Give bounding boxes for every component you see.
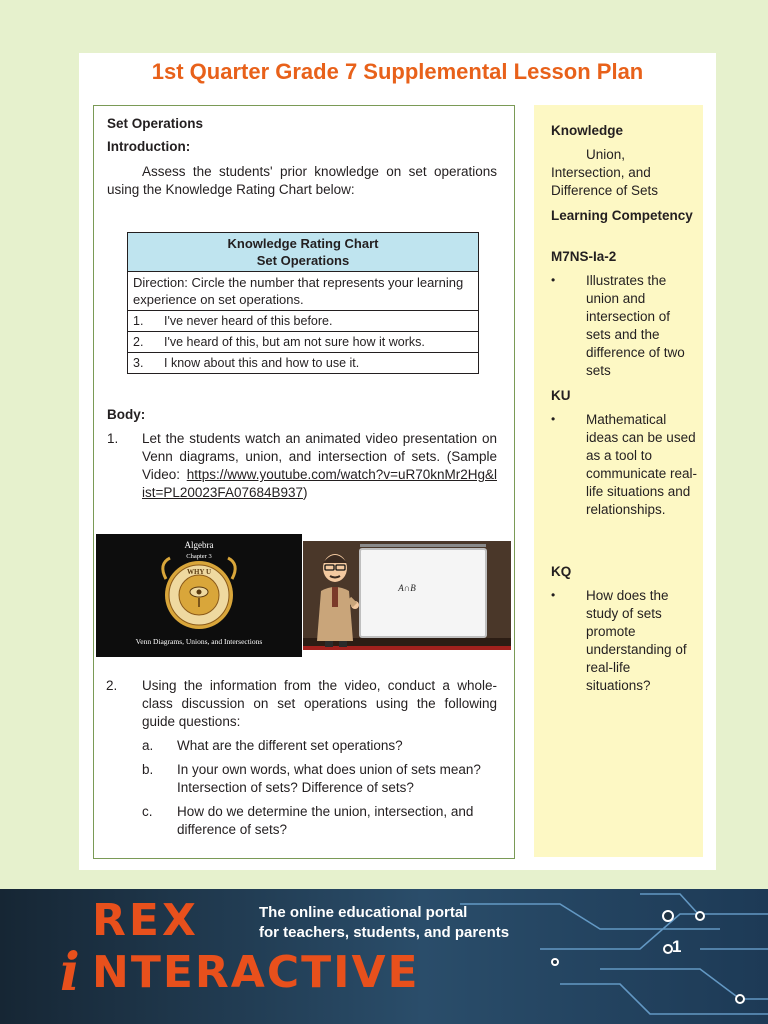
ku-bullet-text: Mathematical ideas can be used as a tool to communicate real-life situations and relationships.	[586, 412, 698, 517]
chart-row	[128, 311, 478, 332]
chart-title: Knowledge Rating Chart	[227, 236, 379, 251]
chart-row-number: 2.	[133, 335, 144, 349]
chart-row-text: I've never heard of this before.	[164, 314, 333, 328]
seal-icon	[163, 558, 235, 629]
chart-row	[128, 353, 478, 373]
logo-interactive: NTERACTIVE	[92, 947, 420, 998]
question-text: What are the different set operations?	[177, 738, 403, 753]
competency-sidebar	[534, 105, 703, 857]
intro-text: Assess the students' prior knowledge on set operations using the Knowledge Rating Chart below:	[107, 164, 497, 197]
question-label: a.	[142, 738, 154, 753]
question-text: In your own words, what does union of sets mean? Intersection of sets? Difference of sets?	[177, 762, 481, 795]
competency-bullet-text: Illustrates the union and intersection of sets and the difference of two sets	[586, 273, 685, 378]
kq-bullet-text: How does the study of sets promote understanding of real-life situations?	[586, 588, 687, 693]
tagline-line2: for teachers, students, and parents	[259, 924, 510, 941]
competency-code: M7NS-Ia-2	[551, 249, 617, 264]
item-number: 1.	[107, 431, 119, 446]
item-number: 2.	[106, 678, 118, 693]
page-title: 1st Quarter Grade 7 Supplemental Lesson Plan	[151, 59, 644, 84]
video-line1: Algebra	[184, 540, 214, 550]
video-line2: Chapter 3	[186, 553, 212, 560]
body-label: Body:	[107, 407, 146, 422]
bullet-icon: •	[551, 588, 556, 602]
question-label: b.	[142, 762, 154, 777]
question-label: c.	[142, 804, 153, 819]
teacher-whiteboard-image	[303, 541, 511, 650]
seal-text: WHY U	[186, 568, 212, 576]
knowledge-text: Union, Intersection, and Difference of Sets	[551, 147, 659, 198]
algebra-seal-image	[96, 534, 302, 657]
knowledge-rating-chart	[127, 232, 479, 374]
bullet-icon: •	[551, 412, 556, 426]
chart-row-number: 3.	[133, 356, 144, 370]
lesson-sheet	[79, 53, 716, 870]
knowledge-label: Knowledge	[551, 123, 624, 138]
page-number: 1	[672, 937, 682, 956]
section-heading: Set Operations	[107, 116, 204, 131]
sample-video-link[interactable]: https://www.youtube.com/watch?v=uR70knMr2Hg&list=PL20023FA07684B937	[142, 467, 497, 500]
chart-row-text: I've heard of this, but am not sure how it works.	[164, 335, 425, 349]
intro-label: Introduction:	[107, 139, 191, 154]
ku-label: KU	[551, 388, 571, 403]
chart-header	[128, 233, 478, 272]
rex-interactive-banner	[0, 889, 768, 1024]
logo-rex: REX	[92, 895, 199, 946]
tagline-line1: The online educational portal	[259, 904, 468, 921]
chart-direction: Direction: Circle the number that represents your learning experience on set operations.	[128, 272, 478, 311]
chart-row-number: 1.	[133, 314, 144, 328]
item1-text	[142, 430, 497, 502]
board-text: A∩B	[398, 583, 416, 593]
item1-body: Let the students watch an animated video presentation on Venn diagrams, union, and intersection of sets. (Sample Video:	[142, 431, 497, 482]
video-caption: Venn Diagrams, Unions, and Intersections	[135, 637, 263, 646]
question-text: How do we determine the union, intersection, and difference of sets?	[177, 804, 474, 837]
chart-row	[128, 332, 478, 353]
video-thumbnail-teacher[interactable]	[303, 541, 511, 650]
item1-close: )	[303, 485, 308, 500]
learning-competency-label: Learning Competency	[551, 208, 693, 223]
chart-subtitle: Set Operations	[256, 253, 350, 268]
logo-i: i	[60, 942, 80, 1003]
kq-label: KQ	[551, 564, 572, 579]
video-thumbnail-algebra[interactable]	[96, 534, 302, 657]
bullet-icon: •	[551, 273, 556, 287]
item2-text: Using the information from the video, conduct a whole-class discussion on set operations using the following guide questions:	[142, 678, 497, 729]
chart-row-text: I know about this and how to use it.	[164, 356, 360, 370]
